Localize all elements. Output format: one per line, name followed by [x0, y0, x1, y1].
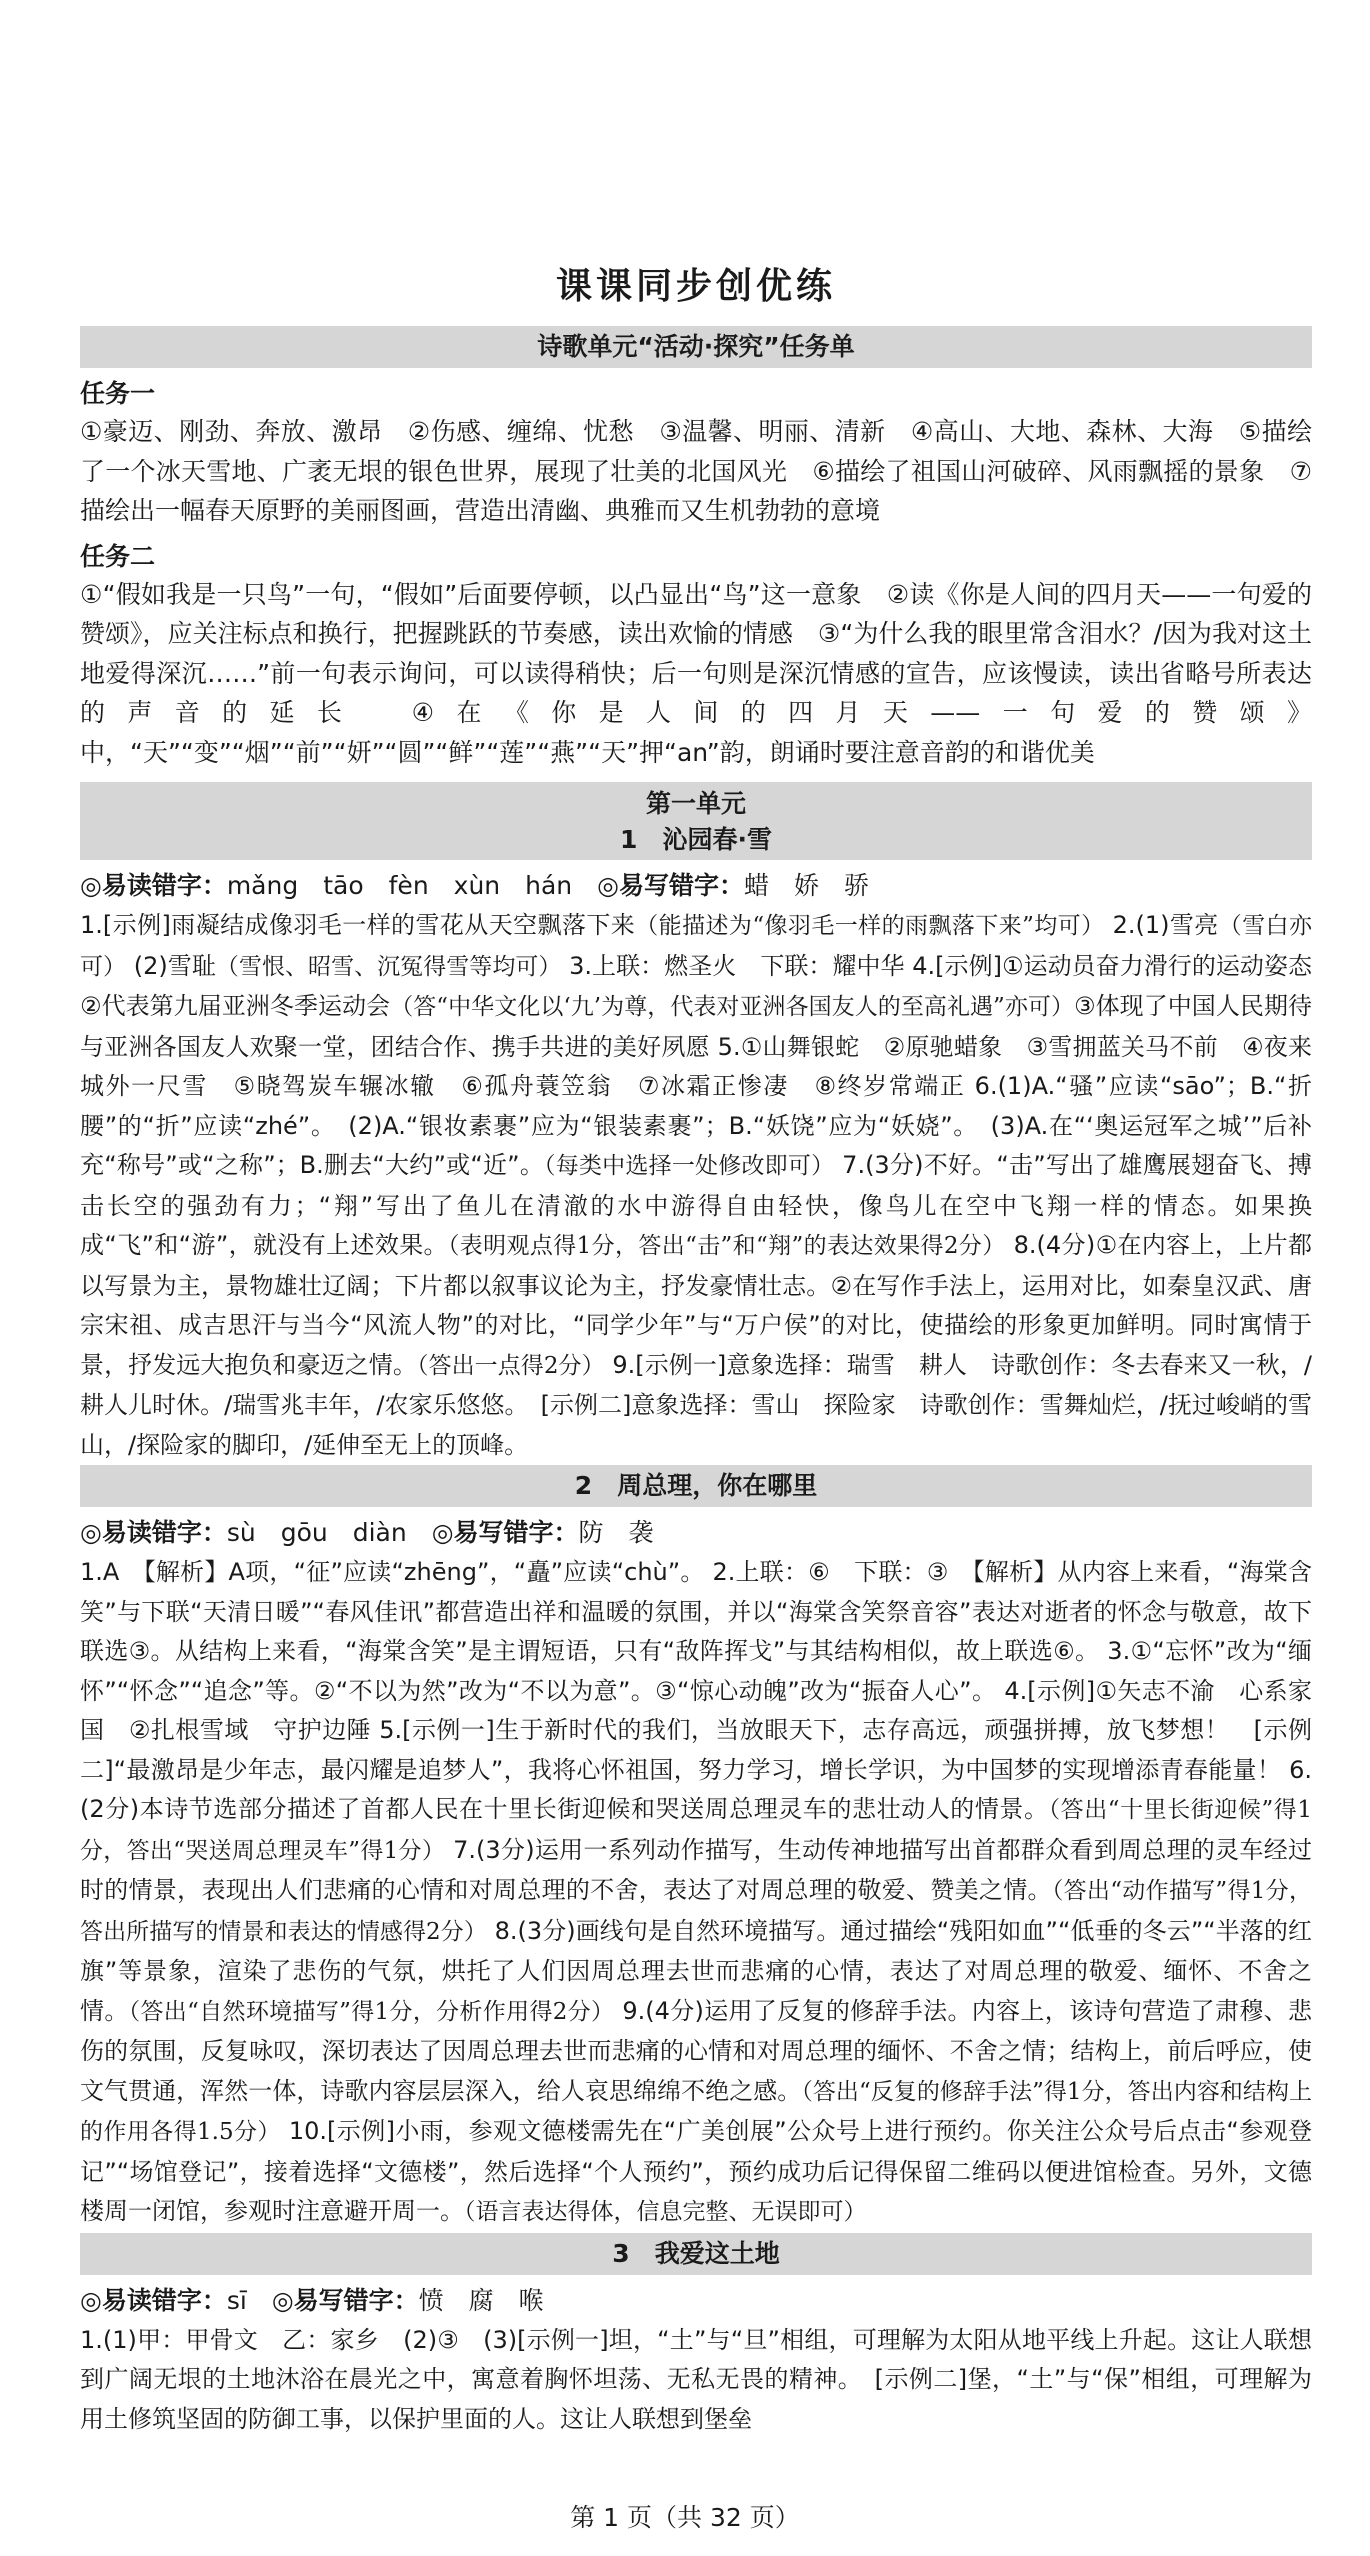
- write-error-chars: 蜡 娇 骄: [744, 871, 870, 900]
- l2-note-8: （答出“自然环境描写”得1分，分析作用得2分）: [128, 1998, 615, 2025]
- read-error-pinyin: mǎng tāo fèn xùn hán: [226, 871, 573, 900]
- lesson1-title: 1 沁园春·雪: [620, 825, 772, 854]
- l1-answer-2b: (2)雪耻: [133, 951, 216, 980]
- lesson1-answers: [80, 906, 1336, 1465]
- l1-answer-8: 8.(4分)①在内容上，上片都以写景为主，景物雄壮辽阔；下片都以叙事议论为主，抒发豪情壮志。②在写作手法上，运用对比，如秦皇汉武、唐宗宋祖、成吉思汗与当今“风流人物”的对比，“同学少年”与“万户侯”的对比，使描绘的形象更加鲜明。同时寓情于景，抒发远大抱负和豪迈之情。: [80, 1231, 1312, 1379]
- write-error-label: ◎易写错字：: [597, 871, 744, 900]
- l2-answer-10: 10.[示例]小雨，参观文德楼需先在“广美创展”公众号上进行预约。你关注公众号后点击“参观登记”“场馆登记”，接着选择“文德楼”，然后选择“个人预约”，预约成功后记得保留二维码以便进馆检查。另外，文德楼周一闭馆，参观时注意避开周一。: [80, 2117, 1312, 2225]
- task1-label: 任务一: [80, 379, 156, 408]
- lesson2-answers: [80, 1553, 1312, 2233]
- l1-answer-2: 2.(1)雪亮: [1112, 911, 1219, 939]
- read-error-label: ◎易读错字：: [80, 1518, 227, 1547]
- l1-note-6: （每类中选择一处修改即可）: [544, 1153, 835, 1179]
- page-title: 课课同步创优练: [555, 266, 836, 307]
- write-error-chars: 愤 腐 喉: [418, 2285, 544, 2315]
- l1-answer-9: 9.[示例一]意象选择：瑞雪 耕人 诗歌创作：冬去春来又一秋，/耕人儿时休。/瑞雪兆丰年，/农家乐悠悠。 [示例二]意象选择：雪山 探险家 诗歌创作：雪舞灿烂，/抚过峻峭的雪山，/探险家的脚印，/延伸至无上的顶峰。: [80, 1350, 1312, 1459]
- read-error-pinyin: sù gōu diàn: [226, 1518, 407, 1547]
- l1-note-2b: （雪恨、昭雪、沉冤得雪等均可）: [215, 953, 562, 980]
- l2-note-9: （答出“反复的修辞手法”得1分，答出内容和结构上的作用各得1.5分）: [80, 2078, 1312, 2145]
- l1-answer-6: 6.(1)A.“骚”应读“sāo”；B.“折腰”的“折”应读“zhé”。 (2)A.“银妆素裹”应为“银装素裹”；B.“妖饶”应为“妖娆”。 (3)A.在“‘奥运冠军之城’”后补充“称号”或“之称”；B.删去“大约”或“近”。: [80, 1072, 1312, 1179]
- l1-answer-4: 4.[示例]①运动员奋力滑行的运动姿态 ②代表第九届亚洲冬季运动会: [80, 951, 1336, 1020]
- write-error-chars: 防 袭: [578, 1518, 654, 1547]
- lesson1-error-chars: [80, 866, 1312, 906]
- page-footer: 第 1 页（共 32 页）: [570, 2503, 800, 2532]
- l1-note-7: （表明观点得1分，答出“击”和“翔”的表达效果得2分）: [447, 1233, 1006, 1259]
- write-error-label: ◎易写错字：: [431, 1518, 579, 1547]
- l2-answer-8: 8.(3分)画线句是自然环境描写。通过描绘“残阳如血”“低垂的冬云”“半落的红旗”等景象，渲染了悲伤的气氛，烘托了人们因周总理去世而悲痛的心情，表达了对周总理的敬爱、缅怀、不舍之情。: [80, 1916, 1312, 2025]
- l2-note-7: （答出“动作描写”得1分，答出所描写的情景和表达的情感得2分）: [80, 1878, 1313, 1945]
- l1-answer-7: 7.(3分)不好。“击”写出了雄鹰展翅奋飞、搏击长空的强劲有力；“翔”写出了鱼儿在清澈的水中游得自由轻快，像鸟儿在空中飞翔一样的情态。如果换成“飞”和“游”，就没有上述效果。: [80, 1151, 1312, 1259]
- lesson2-header: 2 周总理，你在哪里: [80, 1465, 1312, 1507]
- lesson3-header: 3 我爱这土地: [80, 2233, 1312, 2275]
- unit1-title: 第一单元: [645, 789, 746, 818]
- lesson3-error-chars: [80, 2281, 1312, 2321]
- l2-answer-6: 6.(2分)本诗节选部分描述了首都人民在十里长街迎候和哭送周总理灵车的悲壮动人的情景。: [80, 1755, 1312, 1823]
- task2-label: 任务二: [80, 541, 156, 571]
- l2-answer-9: 9.(4分)运用了反复的修辞手法。内容上，该诗句营造了肃穆、悲伤的氛围，反复咏叹，深切表达了因周总理去世而悲痛的心情和对周总理的缅怀、不舍之情；结构上，前后呼应，使文气贯通，浑然一体，诗歌内容层层深入，给人哀思绵绵不绝之感。: [80, 1996, 1312, 2105]
- l3-answer-1: 1.(1)甲：甲骨文 乙：家乡 (2)③ (3)[示例一]坦，“土”与“旦”相组，可理解为太阳从地平线上升起。这让人联想到广阔无垠的土地沐浴在晨光之中，寓意着胸怀坦荡、无私无畏的精神。 [示例二]堡，“土”与“保”相组，可理解为用土修筑坚固的防御工事，以保护里面的人。这让人联想到堡垒: [80, 2325, 1312, 2433]
- task1-text: ①豪迈、刚劲、奔放、激昂 ②伤感、缠绵、忧愁 ③温馨、明丽、清新 ④高山、大地、森林、大海 ⑤描绘了一个冰天雪地、广袤无垠的银色世界，展现了壮美的北国风光 ⑥描绘了祖国山河破碎、风雨飘摇的景象 ⑦描绘出一幅春天原野的美丽图画，营造出清幽、典雅而又生机勃勃的意境: [80, 417, 1312, 525]
- l2-answer-1: 1.A 【解析】A项，“征”应读“zhēng”，“矗”应读“chù”。: [80, 1558, 705, 1586]
- l1-answer-4b: ③体现了中国人民期待与亚洲各国友人欢聚一堂，团结合作、携手共进的美好夙愿: [80, 992, 1313, 1061]
- l2-note-6: （答出“十里长街迎候”得1分，答出“哭送周总理灵车”得1分）: [80, 1797, 1312, 1864]
- read-error-label: ◎易读错字：: [80, 2285, 227, 2315]
- read-error-pinyin: sī: [226, 2285, 247, 2315]
- poetry-unit-header: 诗歌单元“活动·探究”任务单: [80, 326, 1312, 368]
- l2-answer-2: 2.上联：⑥ 下联：③ 【解析】从内容上来看，“海棠含笑”与下联“天清日暖”“春风佳讯”都营造出祥和温暖的氛围，并以“海棠含笑祭音容”表达对逝者的怀念与敬意，故下联选③。从结构上来看，“海棠含笑”是主谓短语，只有“敌阵挥戈”与其结构相似，故上联选⑥。: [80, 1558, 1312, 1665]
- read-error-label: ◎易读错字：: [80, 871, 227, 900]
- l1-note-2: （雪白亦可）: [80, 913, 1312, 980]
- l1-answer-3: 3.上联：燃圣火 下联：耀中华: [569, 951, 905, 980]
- unit1-header: [80, 782, 1312, 860]
- l2-note-10: （语言表达得体，信息完整、无误即可）: [464, 2199, 867, 2225]
- lesson2-error-chars: [80, 1513, 1312, 1553]
- answer-content: [80, 262, 1336, 2439]
- write-error-label: ◎易写错字：: [271, 2285, 419, 2315]
- l1-note-4: （答“中华文化以‘九’为尊，代表对亚洲各国友人的至高礼遇”亦可）: [390, 994, 1075, 1020]
- l2-answer-7: 7.(3分)运用一系列动作描写，生动传神地描写出首都群众看到周总理的灵车经过时的情景，表现出人们悲痛的心情和对周总理的不舍，表达了对周总理的敬爱、赞美之情。: [80, 1835, 1312, 1904]
- l2-answer-5: 5.[示例一]生于新时代的我们，当放眼天下，志存高远，顽强拼搏，放飞梦想！ [示例二]“最激昂是少年志，最闪耀是追梦人”，我将心怀祖国，努力学习，增长学识，为中国梦的实现增添青春能量！: [80, 1716, 1312, 1784]
- l1-note-1: （能描述为“像羽毛一样的雨飘落下来”均可）: [635, 913, 1105, 939]
- l1-note-8: （答出一点得2分）: [416, 1352, 605, 1379]
- lesson3-answers: [80, 2321, 1312, 2440]
- task2-text: ①“假如我是一只鸟”一句，“假如”后面要停顿，以凸显出“鸟”这一意象 ②读《你是人间的四月天——一句爱的赞颂》，应关注标点和换行，把握跳跃的节奏感，读出欢愉的情感 ③“为什么我的眼里常含泪水？/因为我对这土地爱得深沉……”前一句表示询问，可以读得稍快；后一句则是深沉情感的宣告，应该慢读，读出省略号所表达的声音的延长 ④在《你是人间的四月天——一句爱的赞颂》中，“天”“变”“烟”“前”“妍”“圆”“鲜”“莲”“燕”“天”押“an”韵，朗诵时要注意音韵的和谐优美: [80, 579, 1312, 767]
- l2-answer-4: 4.[示例]①矢志不渝 心系家国 ②扎根雪域 守护边陲: [80, 1676, 1312, 1744]
- l1-answer-5: 5.①山舞银蛇 ②原驰蜡象 ③雪拥蓝关马不前 ④夜来城外一尺雪 ⑤晓驾炭车辗冰辙 ⑥孤舟蓑笠翁 ⑦冰霜正惨凄 ⑧终岁常端正: [80, 1032, 1312, 1100]
- l1-answer-1: 1.[示例]雨凝结成像羽毛一样的雪花从天空飘落下来: [80, 911, 636, 939]
- l2-answer-3: 3.①“忘怀”改为“缅怀”“怀念”“追念”等。②“不以为然”改为“不以为意”。③“惊心动魄”改为“振奋人心”。: [80, 1637, 1312, 1705]
